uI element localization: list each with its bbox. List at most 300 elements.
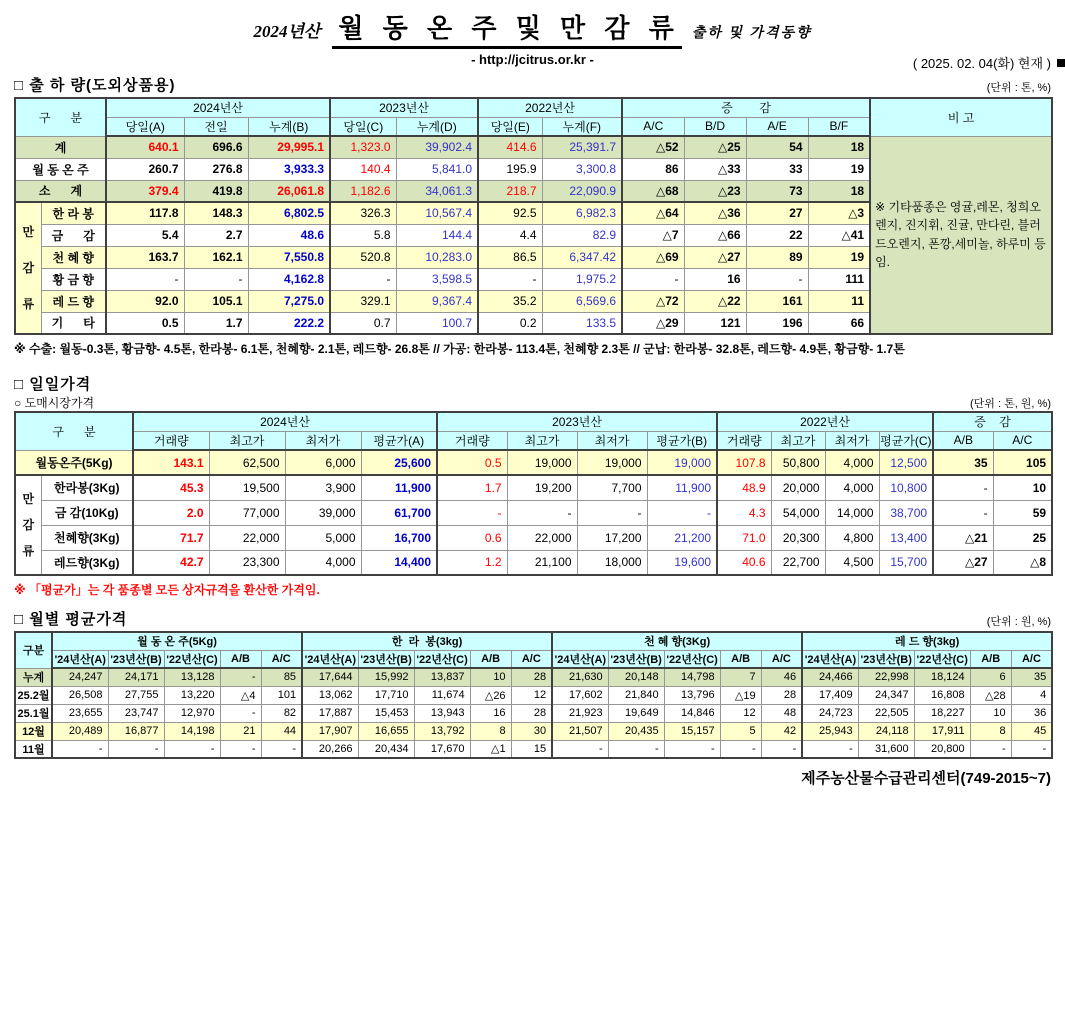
cell: 1.7 <box>184 312 248 334</box>
cell: - <box>802 740 858 758</box>
cell: △25 <box>684 136 746 158</box>
cell: 13,220 <box>164 686 220 704</box>
cell: 105 <box>993 450 1052 475</box>
column-header: A/B <box>220 650 261 668</box>
table-row <box>15 475 1052 500</box>
cell: 5,000 <box>285 525 361 550</box>
cell: 25,943 <box>802 722 858 740</box>
daily-table-head <box>15 412 1052 450</box>
cell: 4,500 <box>825 550 879 575</box>
cell: 45.3 <box>133 475 209 500</box>
column-header-2022: 2022년산 <box>478 98 622 117</box>
cell: - <box>478 268 542 290</box>
row-label: 11월 <box>15 740 52 758</box>
cell: 25,391.7 <box>542 136 622 158</box>
cell: 33 <box>746 158 808 180</box>
column-header-group: 월 동 온 주(5Kg) <box>52 632 302 650</box>
cell: 7 <box>720 668 761 686</box>
cell: 18 <box>808 136 870 158</box>
cell: 101 <box>261 686 302 704</box>
cell: 19,500 <box>209 475 285 500</box>
title-subtitle: 출하 및 가격동향 <box>691 26 812 41</box>
cell: 20,266 <box>302 740 358 758</box>
cell: 14,198 <box>164 722 220 740</box>
cell: 21,200 <box>647 525 717 550</box>
cell: 73 <box>746 180 808 202</box>
cell: 10 <box>970 704 1011 722</box>
column-header: 평균가(C) <box>879 431 933 450</box>
cell: 38,700 <box>879 500 933 525</box>
cell: 89 <box>746 246 808 268</box>
cell: 6,802.5 <box>248 202 330 224</box>
cell: 26,061.8 <box>248 180 330 202</box>
cell: 5,841.0 <box>396 158 478 180</box>
cell: 23,655 <box>52 704 108 722</box>
cell: 3,933.3 <box>248 158 330 180</box>
column-header: 최고가 <box>209 431 285 450</box>
cell: 6,347.42 <box>542 246 622 268</box>
cell: △26 <box>470 686 511 704</box>
column-header-change: 증 감 <box>622 98 870 117</box>
column-header: A/B <box>933 431 993 450</box>
cell: △19 <box>720 686 761 704</box>
cell: - <box>608 740 664 758</box>
cell: △68 <box>622 180 684 202</box>
cell: 5.4 <box>106 224 184 246</box>
cell: 35.2 <box>478 290 542 312</box>
cell: 17,670 <box>414 740 470 758</box>
cell: 16 <box>470 704 511 722</box>
cell: 66 <box>808 312 870 334</box>
cell: 143.1 <box>133 450 209 475</box>
cell: 25,600 <box>361 450 437 475</box>
shipment-table <box>14 97 1053 335</box>
cell: 19,000 <box>507 450 577 475</box>
cell: 14,846 <box>664 704 720 722</box>
column-header: 당일(C) <box>330 117 396 136</box>
column-header: A/C <box>622 117 684 136</box>
cell: 21,630 <box>552 668 608 686</box>
cell: △27 <box>684 246 746 268</box>
cell: 20,489 <box>52 722 108 740</box>
shipment-section-title: □ 출 하 량(도외상품용) <box>14 77 176 94</box>
cell: 17,887 <box>302 704 358 722</box>
cell: 54,000 <box>771 500 825 525</box>
title-year: 2024년산 <box>253 22 321 41</box>
cell: 15 <box>511 740 552 758</box>
cell: - <box>970 740 1011 758</box>
cell: 59 <box>993 500 1052 525</box>
cell: 62,500 <box>209 450 285 475</box>
cell: 6,569.6 <box>542 290 622 312</box>
cell: 21,100 <box>507 550 577 575</box>
column-header: 누계(D) <box>396 117 478 136</box>
cell: 22,000 <box>507 525 577 550</box>
cell: 22 <box>746 224 808 246</box>
cell: 105.1 <box>184 290 248 312</box>
cell: 15,157 <box>664 722 720 740</box>
cell: 1.7 <box>437 475 507 500</box>
cell: 1.2 <box>437 550 507 575</box>
row-label: 금 감 <box>41 224 106 246</box>
cell: 16,655 <box>358 722 414 740</box>
cell: △33 <box>684 158 746 180</box>
column-header: 최고가 <box>507 431 577 450</box>
cell: 22,090.9 <box>542 180 622 202</box>
column-header-2024: 2024년산 <box>133 412 437 431</box>
cell: 16,700 <box>361 525 437 550</box>
cell: - <box>933 500 993 525</box>
cell: △23 <box>684 180 746 202</box>
cell: 148.3 <box>184 202 248 224</box>
cell: △7 <box>622 224 684 246</box>
cell: 23,747 <box>108 704 164 722</box>
cell: 10 <box>470 668 511 686</box>
table-row <box>15 740 1052 758</box>
column-header: 당일(E) <box>478 117 542 136</box>
cell: 16 <box>684 268 746 290</box>
cell: 92.0 <box>106 290 184 312</box>
cell: 35 <box>1011 668 1052 686</box>
cell: 3,598.5 <box>396 268 478 290</box>
cell: 19,000 <box>577 450 647 475</box>
cell: 45 <box>1011 722 1052 740</box>
cell: 24,466 <box>802 668 858 686</box>
cell: 24,118 <box>858 722 914 740</box>
cell: 85 <box>261 668 302 686</box>
table-row <box>15 450 1052 475</box>
daily-section-title: □ 일일가격 <box>14 376 92 393</box>
table-row <box>15 500 1052 525</box>
cell: - <box>933 475 993 500</box>
row-label: 기 타 <box>41 312 106 334</box>
shipment-unit-label: (단위 : 톤, %) <box>986 82 1051 94</box>
cell: 13,943 <box>414 704 470 722</box>
cell: 27 <box>746 202 808 224</box>
cell: 0.5 <box>437 450 507 475</box>
table-row <box>15 686 1052 704</box>
cell: 86.5 <box>478 246 542 268</box>
cell: 77,000 <box>209 500 285 525</box>
cell: 121 <box>684 312 746 334</box>
column-header: A/C <box>761 650 802 668</box>
cell: 6 <box>970 668 1011 686</box>
cell: 6,982.3 <box>542 202 622 224</box>
cell: 8 <box>470 722 511 740</box>
cell: 196 <box>746 312 808 334</box>
cell: 14,000 <box>825 500 879 525</box>
cell: 17,644 <box>302 668 358 686</box>
document-title <box>14 8 1051 49</box>
cell: 10,567.4 <box>396 202 478 224</box>
cell: 42.7 <box>133 550 209 575</box>
cell: 18,124 <box>914 668 970 686</box>
column-header: 누계(B) <box>248 117 330 136</box>
shipment-footnote: ※ 수출: 월동-0.3톤, 황금향- 4.5톤, 한라봉- 6.1톤, 천혜향- 2.1톤, 레드향- 26.8톤 // 가공: 한라봉- 113.4톤, 천혜향 2.3톤 // 군납: 한라봉- 32.8톤, 레드향- 4.9톤, 황금향- 1.7톤 <box>14 342 905 356</box>
cell: 218.7 <box>478 180 542 202</box>
table-row <box>15 704 1052 722</box>
cell: △72 <box>622 290 684 312</box>
column-header-group: 천 혜 향(3Kg) <box>552 632 802 650</box>
cell: 16,877 <box>108 722 164 740</box>
cell: 326.3 <box>330 202 396 224</box>
cell: 28 <box>761 686 802 704</box>
cell: 163.7 <box>106 246 184 268</box>
cell: - <box>220 668 261 686</box>
cell: 17,200 <box>577 525 647 550</box>
cell: 10 <box>993 475 1052 500</box>
cell: 30 <box>511 722 552 740</box>
cell: 20,435 <box>608 722 664 740</box>
column-header: 거래량 <box>437 431 507 450</box>
row-label: 천 혜 향 <box>41 246 106 268</box>
monthly-price-table <box>14 631 1053 759</box>
cell: - <box>647 500 717 525</box>
cell: 260.7 <box>106 158 184 180</box>
cell: 11,900 <box>647 475 717 500</box>
cell: 19,000 <box>647 450 717 475</box>
cell: - <box>261 740 302 758</box>
column-header: 최저가 <box>577 431 647 450</box>
cell: 17,911 <box>914 722 970 740</box>
cell: - <box>52 740 108 758</box>
cell: 13,837 <box>414 668 470 686</box>
cell: 2.7 <box>184 224 248 246</box>
table-row <box>15 722 1052 740</box>
monthly-section-header <box>14 608 1051 629</box>
table-row <box>15 668 1052 686</box>
daily-price-table <box>14 411 1053 576</box>
cell: 13,128 <box>164 668 220 686</box>
cell: 3,300.8 <box>542 158 622 180</box>
monthly-section-title: □ 월별 평균가격 <box>14 611 128 628</box>
column-header: '24년산(A) <box>802 650 858 668</box>
cell: 28 <box>511 704 552 722</box>
cell: △21 <box>933 525 993 550</box>
cell: △66 <box>684 224 746 246</box>
column-header: A/B <box>970 650 1011 668</box>
cell: △22 <box>684 290 746 312</box>
cell: - <box>184 268 248 290</box>
cell: 24,247 <box>52 668 108 686</box>
column-header-change: 증 감 <box>933 412 1052 431</box>
cell: 24,171 <box>108 668 164 686</box>
cell: △52 <box>622 136 684 158</box>
column-header: A/B <box>470 650 511 668</box>
column-header: A/C <box>1011 650 1052 668</box>
cell: 7,275.0 <box>248 290 330 312</box>
cell: 40.6 <box>717 550 771 575</box>
cell: 71.7 <box>133 525 209 550</box>
column-header: '23년산(B) <box>608 650 664 668</box>
row-label: 천혜향(3Kg) <box>41 525 133 550</box>
cell: 7,700 <box>577 475 647 500</box>
cell: 4,000 <box>825 450 879 475</box>
row-label: 25.1월 <box>15 704 52 722</box>
row-label: 한 라 봉 <box>41 202 106 224</box>
column-header: B/F <box>808 117 870 136</box>
cell: 6,000 <box>285 450 361 475</box>
cell: △3 <box>808 202 870 224</box>
column-header: 전일 <box>184 117 248 136</box>
column-header: A/C <box>261 650 302 668</box>
cell: △27 <box>933 550 993 575</box>
column-header: A/C <box>511 650 552 668</box>
column-header: 누계(F) <box>542 117 622 136</box>
table-row <box>15 550 1052 575</box>
cell: - <box>761 740 802 758</box>
cell: 19,200 <box>507 475 577 500</box>
cell: 82 <box>261 704 302 722</box>
row-label: 레드향(3Kg) <box>41 550 133 575</box>
column-header-2022: 2022년산 <box>717 412 933 431</box>
cell: 20,148 <box>608 668 664 686</box>
column-header-2023: 2023년산 <box>330 98 478 117</box>
cell: 19 <box>808 246 870 268</box>
corner-marker <box>1057 59 1065 67</box>
cell: 12,500 <box>879 450 933 475</box>
column-header: 당일(A) <box>106 117 184 136</box>
cell: 14,400 <box>361 550 437 575</box>
cell: 19 <box>808 158 870 180</box>
cell: 107.8 <box>717 450 771 475</box>
column-header: 최고가 <box>771 431 825 450</box>
cell: 35 <box>933 450 993 475</box>
daily-unit-label: (단위 : 톤, 원, %) <box>969 398 1051 410</box>
row-label: 월 동 온 주 <box>15 158 106 180</box>
cell: 1,323.0 <box>330 136 396 158</box>
column-header-gubun: 구분 <box>15 632 52 668</box>
cell: - <box>622 268 684 290</box>
column-header: '22년산(C) <box>414 650 470 668</box>
column-header: '23년산(B) <box>108 650 164 668</box>
cell: 4.4 <box>478 224 542 246</box>
cell: 20,434 <box>358 740 414 758</box>
cell: 4 <box>1011 686 1052 704</box>
cell: 17,409 <box>802 686 858 704</box>
cell: △8 <box>993 550 1052 575</box>
column-header: '23년산(B) <box>858 650 914 668</box>
row-label: 황 금 향 <box>41 268 106 290</box>
row-label: 소 계 <box>15 180 106 202</box>
cell: 54 <box>746 136 808 158</box>
cell: 48 <box>761 704 802 722</box>
shipment-section-header <box>14 74 1051 95</box>
column-header: '23년산(B) <box>358 650 414 668</box>
group-label: 만감류 <box>15 202 41 334</box>
cell: 1,182.6 <box>330 180 396 202</box>
page-title: 월 동 온 주 및 만 감 류 <box>332 8 682 49</box>
cell: 31,600 <box>858 740 914 758</box>
cell: 61,700 <box>361 500 437 525</box>
url-line <box>14 52 1051 70</box>
cell: 161 <box>746 290 808 312</box>
column-header: 거래량 <box>133 431 209 450</box>
cell: △69 <box>622 246 684 268</box>
cell: 7,550.8 <box>248 246 330 268</box>
daily-section-header <box>14 373 1051 394</box>
cell: 4,162.8 <box>248 268 330 290</box>
cell: 10,283.0 <box>396 246 478 268</box>
cell: - <box>220 740 261 758</box>
row-label: 누계 <box>15 668 52 686</box>
cell: 44 <box>261 722 302 740</box>
cell: △29 <box>622 312 684 334</box>
cell: 12 <box>511 686 552 704</box>
org-footer: 제주농산물수급관리센터(749-2015~7) <box>801 770 1051 787</box>
cell: 92.5 <box>478 202 542 224</box>
row-label: 월동온주(5Kg) <box>15 450 133 475</box>
column-header: 거래량 <box>717 431 771 450</box>
site-url: - http://jcitrus.or.kr - <box>471 52 594 67</box>
column-header-group: 한 라 봉(3kg) <box>302 632 552 650</box>
cell: △4 <box>220 686 261 704</box>
cell: - <box>330 268 396 290</box>
cell: 276.8 <box>184 158 248 180</box>
column-header: '22년산(C) <box>164 650 220 668</box>
cell: 4.3 <box>717 500 771 525</box>
cell: 25 <box>993 525 1052 550</box>
cell: 21,923 <box>552 704 608 722</box>
cell: - <box>720 740 761 758</box>
cell: 36 <box>1011 704 1052 722</box>
cell: - <box>220 704 261 722</box>
cell: 9,367.4 <box>396 290 478 312</box>
cell: 3,900 <box>285 475 361 500</box>
cell: 144.4 <box>396 224 478 246</box>
daily-subsection-header <box>14 394 1051 411</box>
cell: - <box>106 268 184 290</box>
column-header-gubun: 구 분 <box>15 412 133 450</box>
cell: 50,800 <box>771 450 825 475</box>
cell: 4,000 <box>285 550 361 575</box>
cell: 8 <box>970 722 1011 740</box>
cell: 13,792 <box>414 722 470 740</box>
column-header-note: 비 고 <box>870 98 1052 136</box>
cell: - <box>746 268 808 290</box>
cell: 71.0 <box>717 525 771 550</box>
cell: 27,755 <box>108 686 164 704</box>
cell: - <box>1011 740 1052 758</box>
cell: 19,600 <box>647 550 717 575</box>
table-row <box>15 525 1052 550</box>
cell: △64 <box>622 202 684 224</box>
cell: 140.4 <box>330 158 396 180</box>
monthly-unit-label: (단위 : 원, %) <box>986 616 1051 628</box>
report-date: ( 2025. 02. 04(화) 현재 ) <box>912 56 1051 71</box>
cell: 22,700 <box>771 550 825 575</box>
cell: 133.5 <box>542 312 622 334</box>
cell: 0.2 <box>478 312 542 334</box>
column-header-group: 레 드 향(3kg) <box>802 632 1052 650</box>
cell: 28 <box>511 668 552 686</box>
cell: 16,808 <box>914 686 970 704</box>
cell: - <box>552 740 608 758</box>
column-header: 최저가 <box>825 431 879 450</box>
cell: 379.4 <box>106 180 184 202</box>
cell: 11,674 <box>414 686 470 704</box>
cell: 13,062 <box>302 686 358 704</box>
cell: 10,800 <box>879 475 933 500</box>
column-header: A/E <box>746 117 808 136</box>
cell: 21,507 <box>552 722 608 740</box>
cell: 1,975.2 <box>542 268 622 290</box>
column-header: 평균가(A) <box>361 431 437 450</box>
cell: 419.8 <box>184 180 248 202</box>
cell: 29,995.1 <box>248 136 330 158</box>
cell: 2.0 <box>133 500 209 525</box>
row-label: 레 드 향 <box>41 290 106 312</box>
